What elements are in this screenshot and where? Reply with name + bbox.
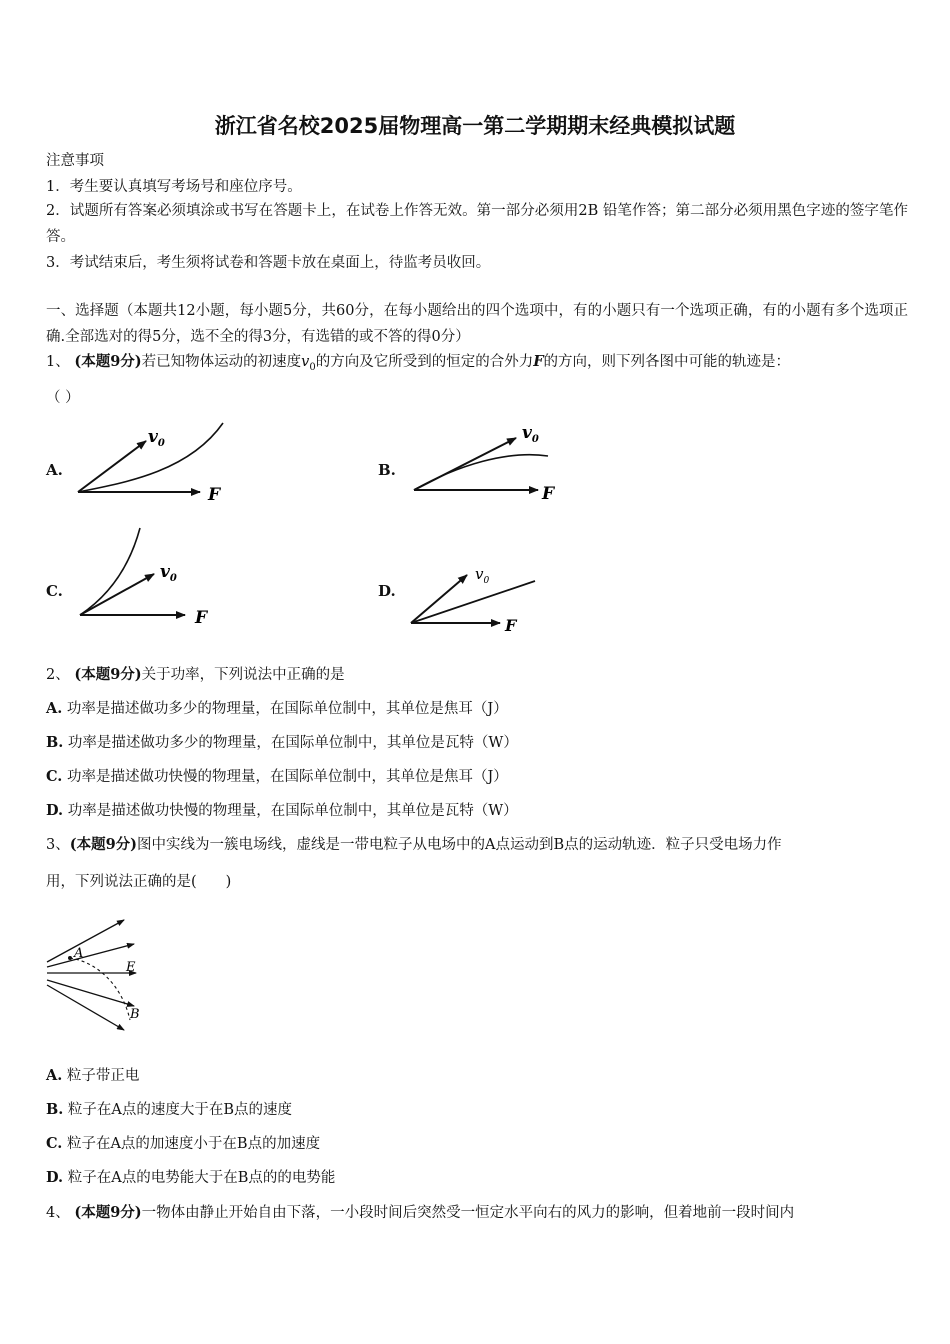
question-1-option-d-label: D. xyxy=(378,582,396,600)
option-text: 功率是描述做功多少的物理量，在国际单位制中，其单位是焦耳（J） xyxy=(66,701,508,717)
notice-item-1: 1．考生要认真填写考场号和座位序号。 xyxy=(46,179,302,195)
question-2-option-a xyxy=(46,699,508,719)
question-3-option-d xyxy=(46,1168,335,1188)
question-4-points: (本题9分) xyxy=(74,1204,142,1221)
option-text: 粒子在A点的加速度小于在B点的加速度 xyxy=(66,1136,321,1152)
question-4-number: 4、 xyxy=(46,1205,70,1221)
question-1-stem xyxy=(46,352,790,378)
point-a xyxy=(68,956,72,960)
option-label: C. xyxy=(46,1135,63,1152)
label-b: B xyxy=(130,1007,140,1022)
option-text: 功率是描述做功快慢的物理量，在国际单位制中，其单位是瓦特（W） xyxy=(67,803,518,819)
question-2-option-c xyxy=(46,767,508,787)
question-3-option-a xyxy=(46,1066,139,1086)
f-label: F xyxy=(195,608,208,628)
option-text: 粒子带正电 xyxy=(66,1068,140,1084)
question-3-text-1: 图中实线为一簇电场线，虚线是一带电粒子从电场中的A点运动到B点的运动轨迹．粒子只受电场力作 xyxy=(137,837,782,853)
notice-heading: 注意事项 xyxy=(46,153,104,169)
question-2-option-d xyxy=(46,801,518,821)
trajectory-curve xyxy=(414,455,548,490)
question-1-text-b: 的方向及它所受到的恒定的合外力 xyxy=(315,354,534,370)
trajectory-curve xyxy=(80,528,140,615)
question-2-option-b xyxy=(46,733,518,753)
question-1-option-b-label: B. xyxy=(378,461,396,479)
question-1-option-a-label: A. xyxy=(46,461,63,479)
notice-item-2: 2．试题所有答案必须填涂或书写在答题卡上，在试卷上作答无效。第一部分必须用2B 铅笔作答；第二部分必须用黑色字迹的签字笔作答。 xyxy=(46,203,908,245)
question-2-stem xyxy=(46,665,345,685)
question-1-option-c-label: C. xyxy=(46,582,63,600)
notice-item-3: 3．考试结束后，考生须将试卷和答题卡放在桌面上，待监考员收回。 xyxy=(46,255,491,271)
f-label: F xyxy=(208,485,221,505)
v0-label: $v_0$ xyxy=(148,427,165,449)
f-label: F xyxy=(542,484,555,504)
v0-label: $v_0$ xyxy=(160,562,177,584)
option-label: A. xyxy=(46,700,63,717)
question-2-text: 关于功率，下列说法中正确的是 xyxy=(141,667,345,683)
f-label: F xyxy=(505,616,517,635)
option-text: 功率是描述做功快慢的物理量，在国际单位制中，其单位是焦耳（J） xyxy=(66,769,508,785)
label-a: A xyxy=(74,946,84,961)
option-label: D. xyxy=(46,802,64,819)
question-1-diagram-c xyxy=(70,525,230,630)
question-1-v0-sub: 0 xyxy=(309,361,316,373)
question-3-stem-line-2: 用，下列说法正确的是( ) xyxy=(46,874,232,890)
label-e: E xyxy=(126,960,136,975)
option-label: B. xyxy=(46,734,64,751)
question-1-diagram-d xyxy=(405,555,545,635)
question-2-points: (本题9分) xyxy=(74,666,142,683)
question-3-number: 3、 xyxy=(46,837,70,853)
option-label: B. xyxy=(46,1101,64,1118)
option-text: 粒子在A点的速度大于在B点的速度 xyxy=(67,1102,293,1118)
question-1-diagram-a xyxy=(70,420,240,505)
field-line xyxy=(47,920,124,962)
question-2-number: 2、 xyxy=(46,667,70,683)
page-title: 浙江省名校2025届物理高一第二学期期末经典模拟试题 xyxy=(214,114,736,138)
question-3-stem-line-1 xyxy=(46,835,782,855)
question-1-number: 1、 xyxy=(46,354,70,370)
question-4-text: 一物体由静止开始自由下落，一小段时间后突然受一恒定水平向右的风力的影响，但着地前一段时间内 xyxy=(141,1205,795,1221)
question-1-text-c: 的方向，则下列各图中可能的轨迹是： xyxy=(543,354,791,370)
velocity-arrow xyxy=(411,575,467,623)
option-label: C. xyxy=(46,768,63,785)
question-1-answer-blank: （ ） xyxy=(46,390,80,406)
option-text: 粒子在A点的电势能大于在B点的的电势能 xyxy=(67,1170,336,1186)
question-3-field-diagram xyxy=(42,910,172,1035)
v0-label: $v_0$ xyxy=(475,565,490,586)
option-label: D. xyxy=(46,1169,64,1186)
option-label: A. xyxy=(46,1067,63,1084)
question-1-text-a: 若已知物体运动的初速度 xyxy=(141,354,302,370)
question-1-diagram-b xyxy=(408,420,568,505)
question-1-F: F xyxy=(533,353,544,370)
question-1-v0: v xyxy=(301,354,310,370)
question-3-points: (本题9分) xyxy=(69,836,138,853)
v0-label: $v_0$ xyxy=(522,423,539,445)
option-text: 功率是描述做功多少的物理量，在国际单位制中，其单位是瓦特（W） xyxy=(67,735,518,751)
question-4-stem xyxy=(46,1203,794,1223)
trajectory-line xyxy=(411,581,535,623)
question-3-option-b xyxy=(46,1100,292,1120)
question-1-points: (本题9分) xyxy=(74,353,142,370)
section-1-header: 一、选择题（本题共12小题，每小题5分，共60分，在每小题给出的四个选项中，有的小题只有一个选项正确，有的小题有多个选项正确.全部选对的得5分，选不全的得3分，有选错的或不答的得0分） xyxy=(46,303,908,345)
question-3-option-c xyxy=(46,1134,320,1154)
